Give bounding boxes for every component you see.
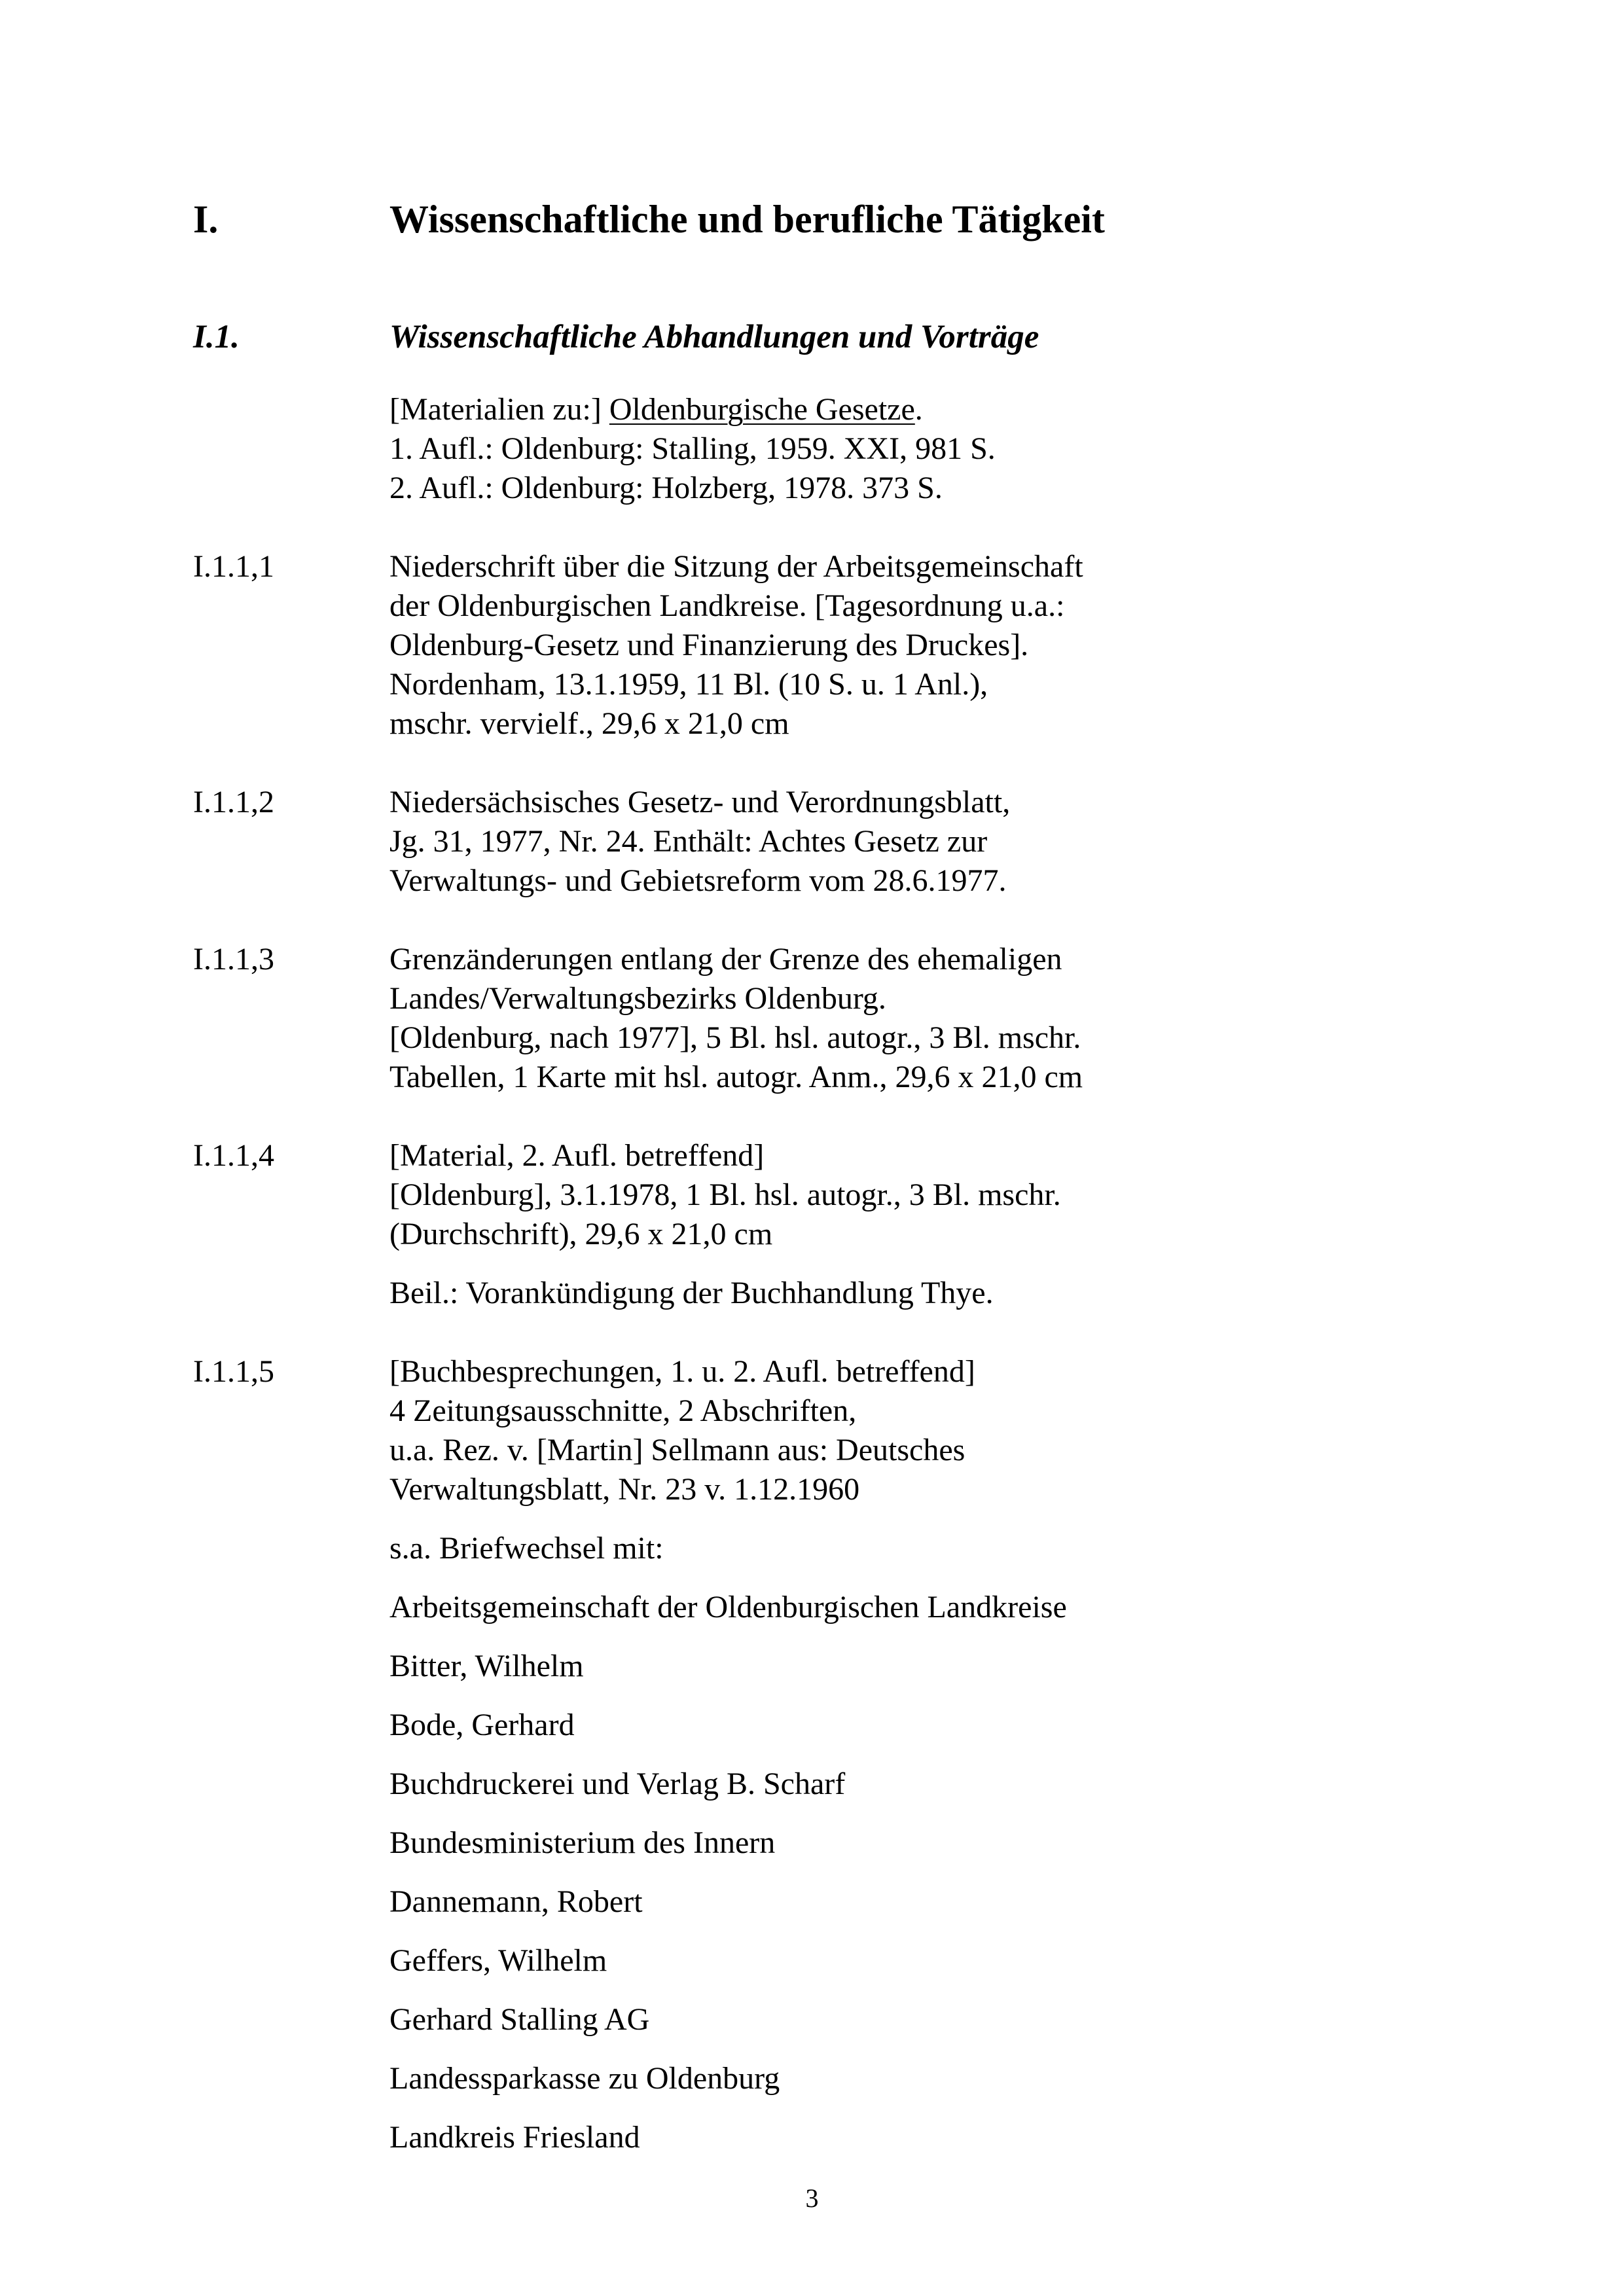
page-number: 3 <box>805 2183 819 2213</box>
chapter-title: Wissenschaftliche und berufliche Tätigkeit <box>389 198 1105 241</box>
correspondent-item: Bode, Gerhard <box>389 1708 575 1742</box>
intro-title: Oldenburgische Gesetze <box>609 392 915 427</box>
entry-line: [Oldenburg], 3.1.1978, 1 Bl. hsl. autogr., 3 Bl. mschr. <box>389 1177 1061 1212</box>
entry-id: I.1.1,1 <box>193 549 274 584</box>
entry-line: Verwaltungsblatt, Nr. 23 v. 1.12.1960 <box>389 1472 860 1507</box>
correspondent-item: Bitter, Wilhelm <box>389 1649 584 1683</box>
entry-line: [Material, 2. Aufl. betreffend] <box>389 1138 765 1173</box>
intro-prefix: [Materialien zu:] <box>389 392 602 427</box>
chapter-number: I. <box>193 198 219 241</box>
entry-line: Oldenburg-Gesetz und Finanzierung des Druckes]. <box>389 628 1029 662</box>
correspondent-item: Landkreis Friesland <box>389 2120 640 2155</box>
entry-line: Niederschrift über die Sitzung der Arbeitsgemeinschaft <box>389 549 1083 584</box>
entry-line: Verwaltungs- und Gebietsreform vom 28.6.1977. <box>389 863 1007 898</box>
entry-id: I.1.1,5 <box>193 1354 274 1389</box>
correspondent-item: Geffers, Wilhelm <box>389 1943 607 1978</box>
intro-suffix: . <box>914 392 923 427</box>
entry-line: Landes/Verwaltungsbezirks Oldenburg. <box>389 981 886 1016</box>
entry-line: (Durchschrift), 29,6 x 21,0 cm <box>389 1217 773 1251</box>
entry-line: 4 Zeitungsausschnitte, 2 Abschriften, <box>389 1393 857 1428</box>
section-title: Wissenschaftliche Abhandlungen und Vorträge <box>389 319 1039 355</box>
intro-edition-2: 2. Aufl.: Oldenburg: Holzberg, 1978. 373 S. <box>389 471 943 505</box>
entry-line: [Buchbesprechungen, 1. u. 2. Aufl. betreffend] <box>389 1354 975 1389</box>
section-number: I.1. <box>193 319 240 355</box>
correspondent-item: Landessparkasse zu Oldenburg <box>389 2061 780 2096</box>
see-also-label: s.a. Briefwechsel mit: <box>389 1531 664 1566</box>
entry-line: Nordenham, 13.1.1959, 11 Bl. (10 S. u. 1 Anl.), <box>389 667 988 702</box>
entry-id: I.1.1,4 <box>193 1138 274 1173</box>
entry-note: Beil.: Vorankündigung der Buchhandlung Thye. <box>389 1276 994 1310</box>
entry-line: der Oldenburgischen Landkreise. [Tagesordnung u.a.: <box>389 588 1065 623</box>
intro-title-line <box>389 394 923 425</box>
correspondent-item: Gerhard Stalling AG <box>389 2002 650 2037</box>
correspondent-item: Bundesministerium des Innern <box>389 1825 776 1860</box>
entry-line: Jg. 31, 1977, Nr. 24. Enthält: Achtes Gesetz zur <box>389 824 988 859</box>
correspondent-item: Arbeitsgemeinschaft der Oldenburgischen Landkreise <box>389 1590 1067 1624</box>
entry-id: I.1.1,3 <box>193 942 274 977</box>
entry-id: I.1.1,2 <box>193 785 274 819</box>
correspondent-item: Buchdruckerei und Verlag B. Scharf <box>389 1767 846 1801</box>
intro-edition-1: 1. Aufl.: Oldenburg: Stalling, 1959. XXI, 981 S. <box>389 431 996 466</box>
correspondent-item: Dannemann, Robert <box>389 1884 643 1919</box>
entry-line: [Oldenburg, nach 1977], 5 Bl. hsl. autogr., 3 Bl. mschr. <box>389 1020 1081 1055</box>
entry-line: mschr. vervielf., 29,6 x 21,0 cm <box>389 706 789 741</box>
entry-line: Grenzänderungen entlang der Grenze des ehemaligen <box>389 942 1062 977</box>
entry-line: Niedersächsisches Gesetz- und Verordnungsblatt, <box>389 785 1011 819</box>
entry-line: Tabellen, 1 Karte mit hsl. autogr. Anm., 29,6 x 21,0 cm <box>389 1060 1083 1094</box>
entry-line: u.a. Rez. v. [Martin] Sellmann aus: Deutsches <box>389 1433 965 1467</box>
